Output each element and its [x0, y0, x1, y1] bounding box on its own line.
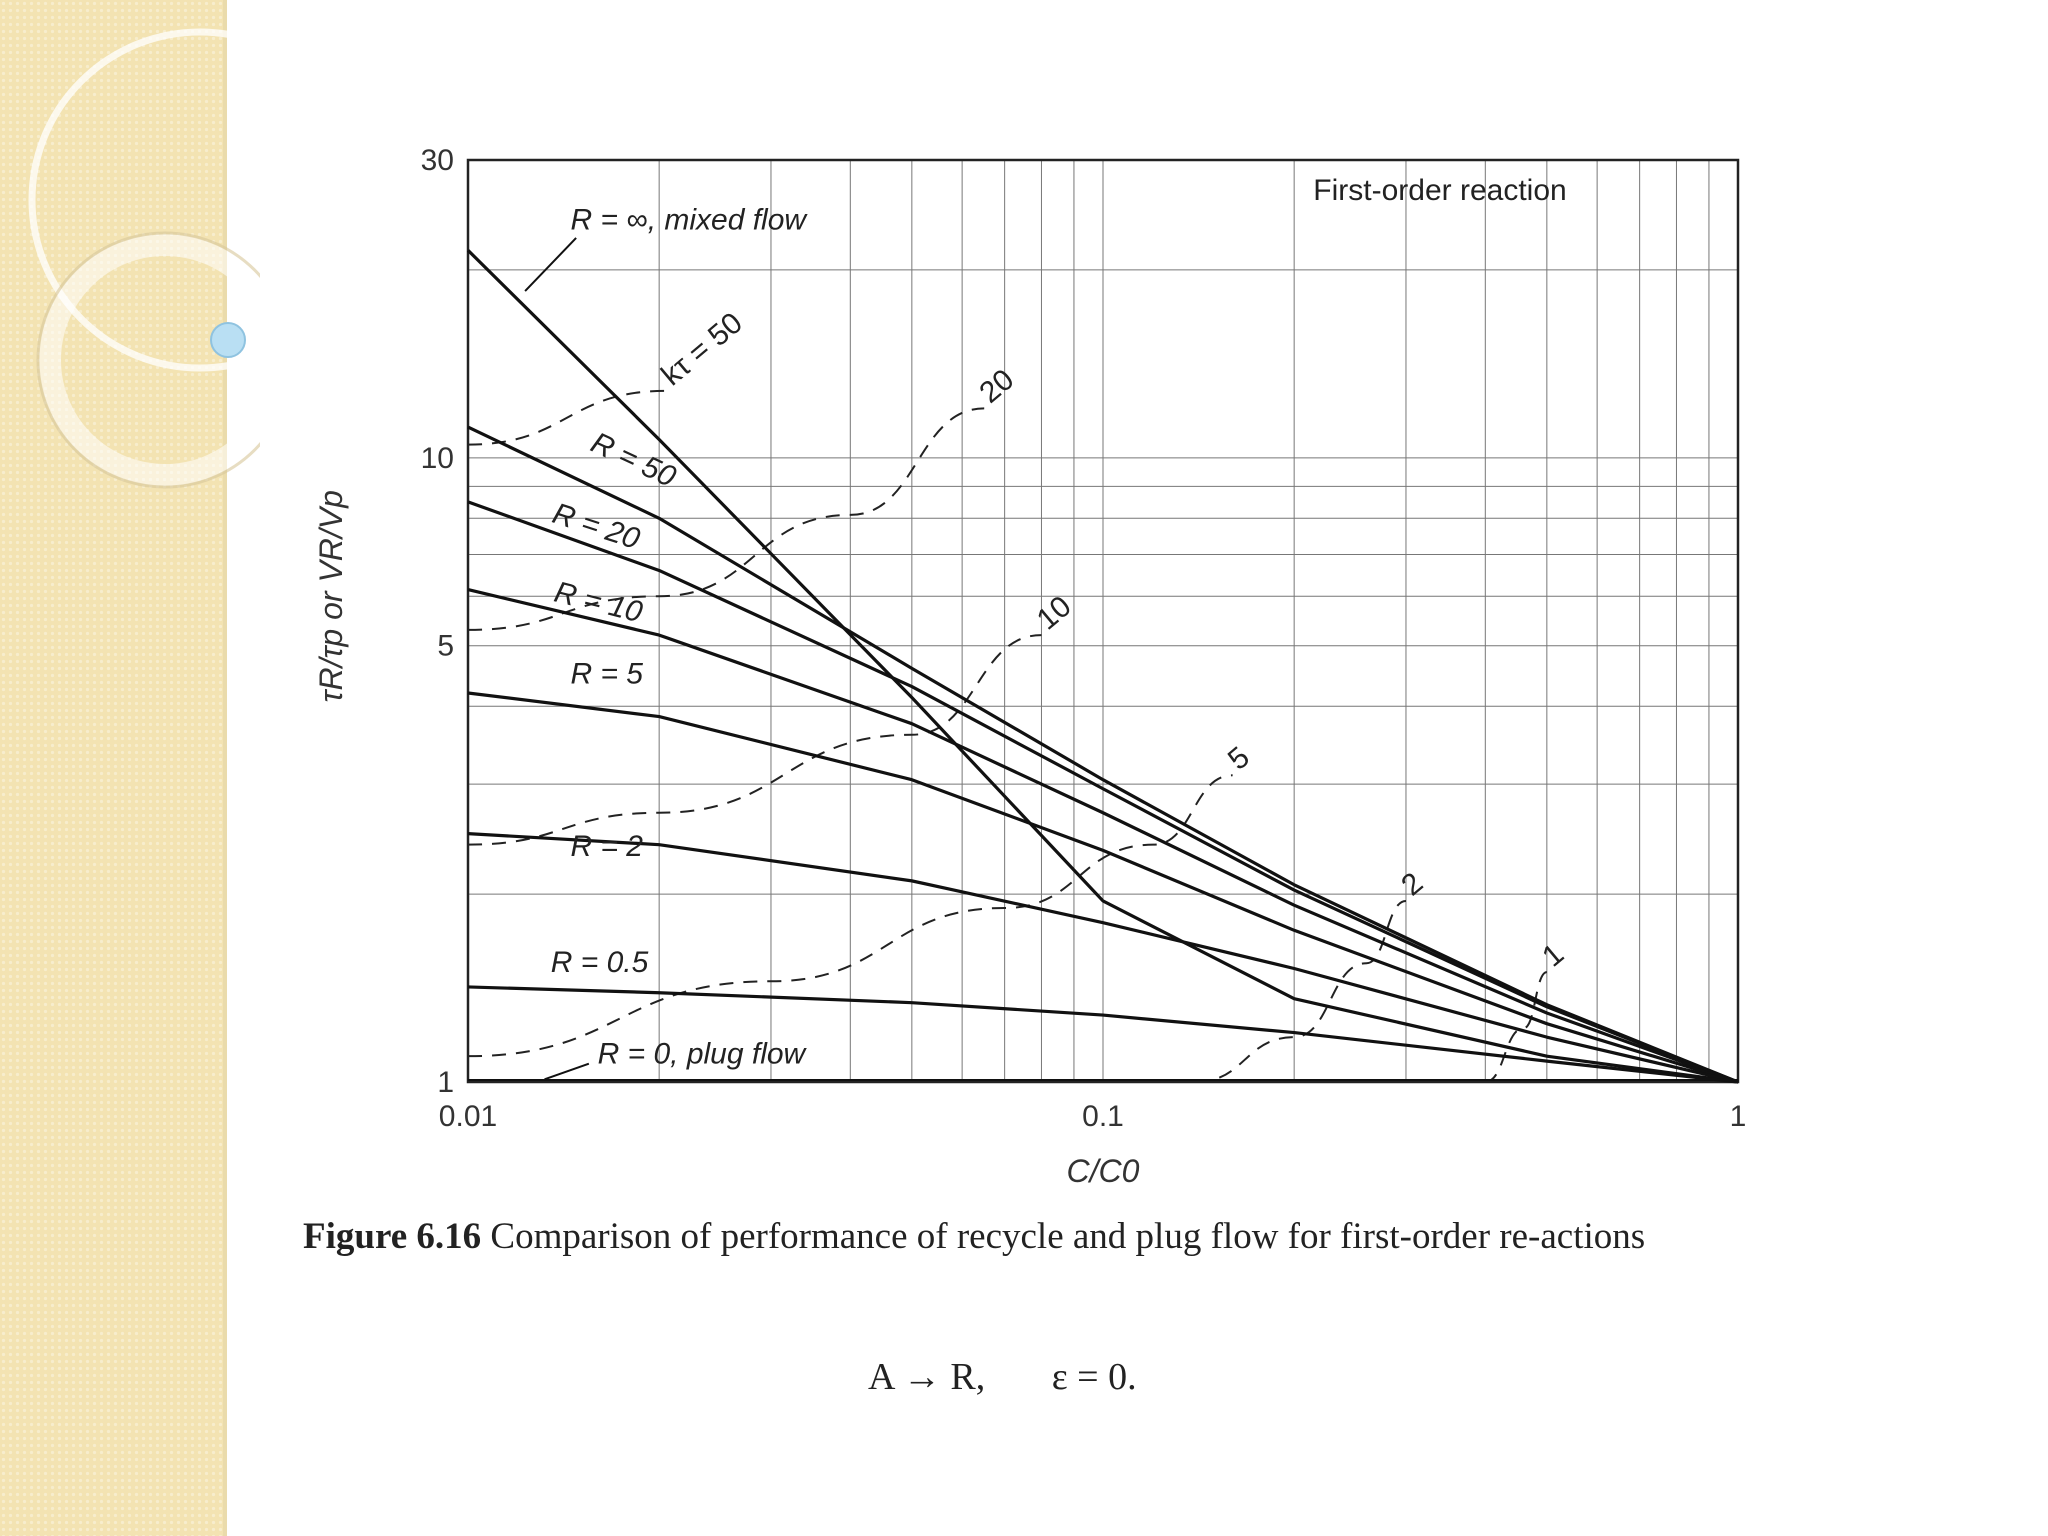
ktau-label: kτ = 50: [655, 306, 749, 393]
caption-label: Figure 6.16: [303, 1216, 482, 1257]
series-label: R = 20: [548, 496, 644, 556]
y-tick-label: 5: [437, 629, 454, 663]
ktau-label: 1: [1536, 937, 1571, 974]
x-axis-title: C/C0: [1066, 1153, 1140, 1189]
y-tick-label: 10: [420, 441, 454, 475]
y-tick-label: 1: [437, 1066, 454, 1099]
series-label: R = 5: [570, 657, 644, 691]
chart-svg: [280, 130, 1780, 1190]
ktau-label: 20: [973, 363, 1021, 410]
y-tick-label: 30: [420, 144, 454, 177]
blue-bullet-icon: [211, 323, 245, 357]
caption-text: Comparison of performance of recycle and plug flow for first-order re-actions: [490, 1216, 1646, 1257]
ktau-label: 2: [1395, 866, 1430, 903]
chart: [280, 130, 1780, 1190]
annotation-first-order: First-order reaction: [1313, 174, 1567, 207]
series-label: R = ∞, mixed flow: [570, 203, 807, 237]
ktau-label: 10: [1030, 589, 1078, 637]
x-tick-label: 0.01: [438, 1100, 498, 1133]
series-label: R = 10: [551, 575, 646, 630]
figure-caption: [303, 1210, 1763, 1264]
reaction-equation: A → R, ε = 0.: [868, 1356, 1137, 1398]
y-axis-title: τR/τp or VR/Vp: [313, 490, 349, 703]
x-tick-label: 1: [1729, 1100, 1747, 1133]
series-label: R = 0.5: [550, 946, 649, 980]
series-label: R = 50: [585, 426, 681, 494]
x-tick-label: 0.1: [1082, 1100, 1124, 1133]
ktau-label: 5: [1221, 740, 1256, 777]
mixed-flow-arrow: [525, 238, 576, 291]
decorative-rings: [0, 0, 260, 520]
plug-flow-arrow: [545, 1064, 589, 1080]
plug-flow-label: R = 0, plug flow: [597, 1037, 806, 1071]
series-label: R = 2: [570, 830, 644, 864]
